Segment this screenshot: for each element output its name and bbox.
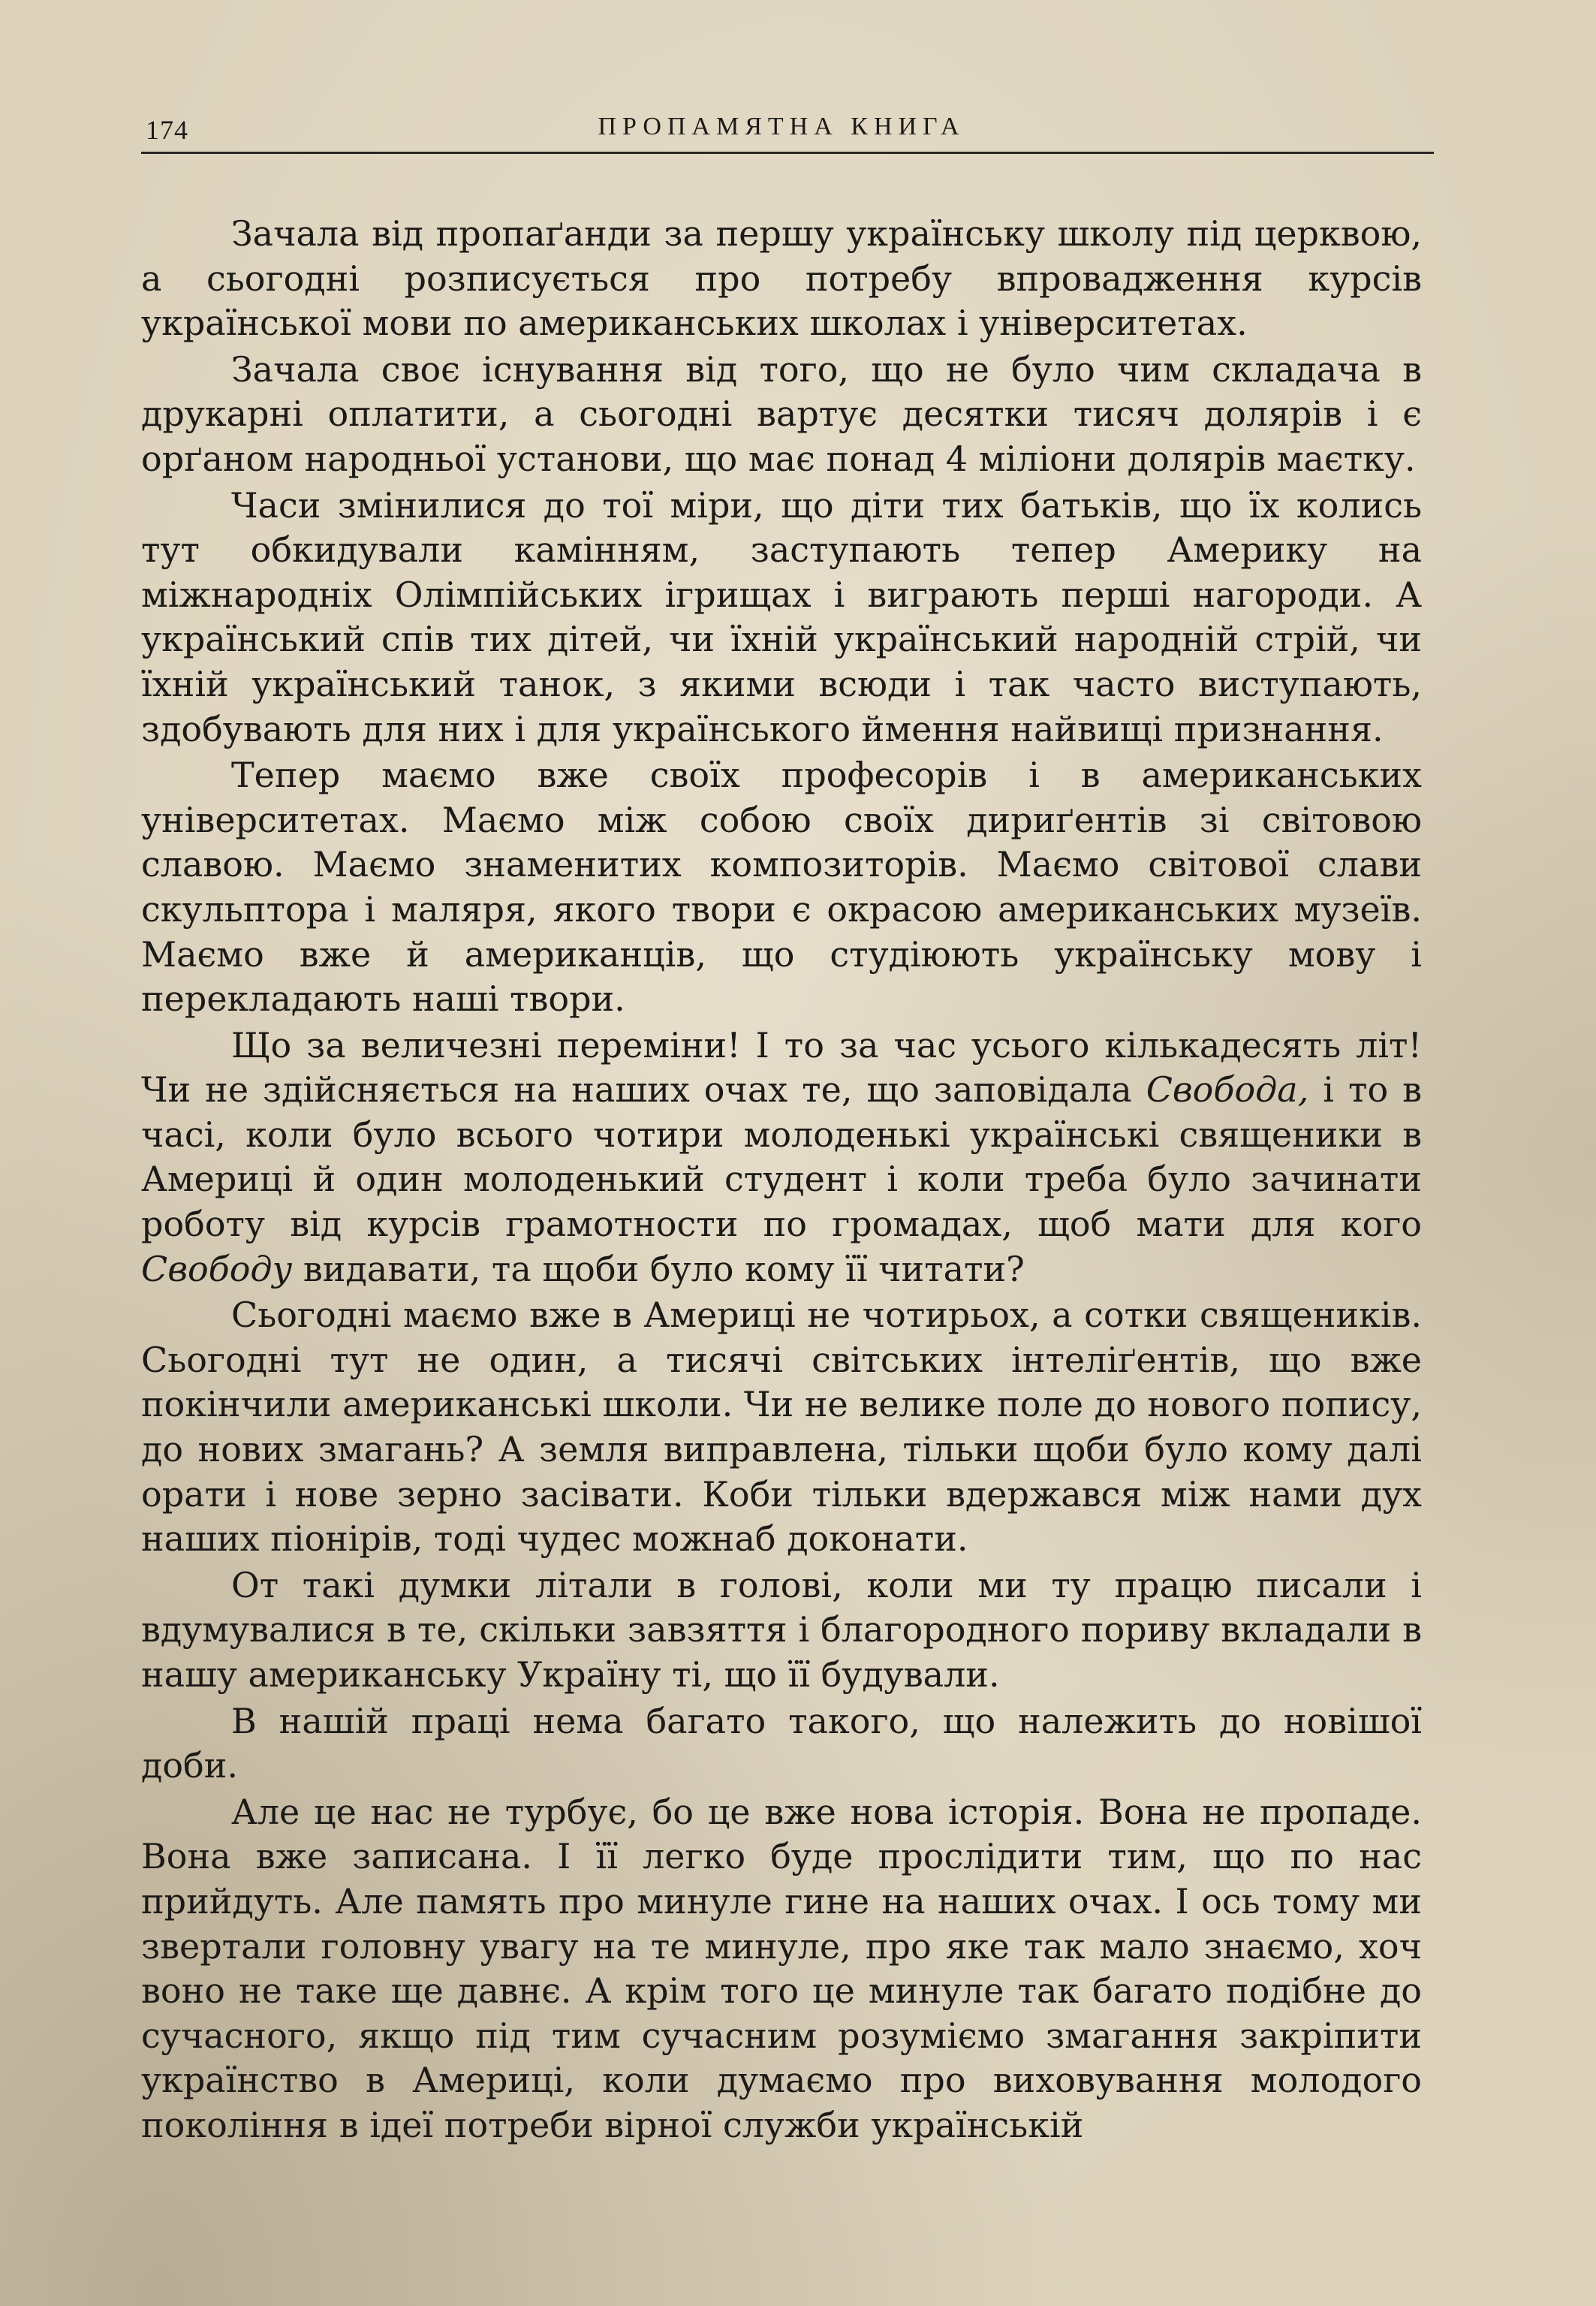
newspaper-title-italic: Свобода, <box>1146 1069 1309 1111</box>
paragraph: Тепер маємо вже своїх професорів і в американських університетах. Маємо між собою своїх дириґентів зі світовою славою. Маємо знаменитих композиторів. Маємо світової слави скульптора і маляря, якого твори є окрасою американських музеїв. Маємо вже й американців, що студіюють українську мову і перекладають наші твори. <box>141 755 1422 1020</box>
paragraph: В нашій праці нема багато такого, що належить до новішої доби. <box>141 1700 1422 1786</box>
paragraph-text: і то в часі, коли було всього чотири молоденькі українські священики в Америці й один молоденький студент і коли треба було зачинати роботу від курсів грамотности по громадах, щоб мати для кого <box>141 1069 1422 1245</box>
page-number: 174 <box>146 115 188 145</box>
paragraph: Зачала своє існування від того, що не було чим складача в друкарні оплатити, а сьогодні вартує десятки тисяч долярів і є орґаном народньої установи, що має понад 4 міліони долярів маєтку. <box>141 348 1422 479</box>
paragraph: Зачала від пропаґанди за першу українську школу під церквою, а сьогодні розписується про потребу впровадження курсів української мови по американських школах і університетах. <box>141 213 1422 344</box>
paragraph-text: видавати, та щоби було кому її читати? <box>292 1248 1025 1289</box>
paragraph: Але це нас не турбує, бо це вже нова історія. Вона не пропаде. Вона вже записана. І її легко буде прослідити тим, що по нас прийдуть. Але память про минуле гине на наших очах. І ось тому ми звертали головну увагу на те минуле, про яке так мало знаємо, хоч воно не таке ще давнє. А крім того це минуле так багато подібне до сучасного, якщо під тим сучасним розуміємо змагання закріпити українство в Америці, коли думаємо про виховування молодого покоління в ідеї потреби вірної служби українській <box>141 1791 1422 2145</box>
paragraph <box>141 1023 1422 1292</box>
running-title: ПРОПАМЯТНА КНИГА <box>598 113 965 140</box>
header-rule <box>141 152 1434 154</box>
book-page <box>141 105 1422 2253</box>
newspaper-title-italic: Свободу <box>141 1248 293 1289</box>
body-text <box>141 212 1422 2148</box>
running-head <box>141 105 1422 158</box>
paragraph: Часи змінилися до тої міри, що діти тих батьків, що їх колись тут обкидували камінням, заступають тепер Америку на міжнародніх Олімпійських ігрищах і виграють перші нагороди. А український спів тих дітей, чи їхній український народній стрій, чи їхній український танок, з якими всюди і так часто виступають, здобувають для них і для українського ймення найвищі признання. <box>141 484 1422 749</box>
paragraph: От такі думки літали в голові, коли ми ту працю писали і вдумувалися в те, скільки завзяття і благородного пориву вкладали в нашу американську Україну ті, що її будували. <box>141 1564 1422 1695</box>
paragraph: Сьогодні маємо вже в Америці не чотирьох, а сотки священиків. Сьогодні тут не один, а тисячі світських інтеліґентів, що вже покінчили американські школи. Чи не велике поле до нового попису, до нових змагань? А земля виправлена, тільки щоби було кому далі орати і нове зерно засівати. Коби тільки вдержався між нами дух наших піонірів, тоді чудес можнаб доконати. <box>141 1295 1422 1560</box>
paragraph-text: Що за величезні переміни! І то за час усього кількадесять літ! Чи не здійсняється на наших очах те, що заповідала <box>141 1024 1422 1111</box>
